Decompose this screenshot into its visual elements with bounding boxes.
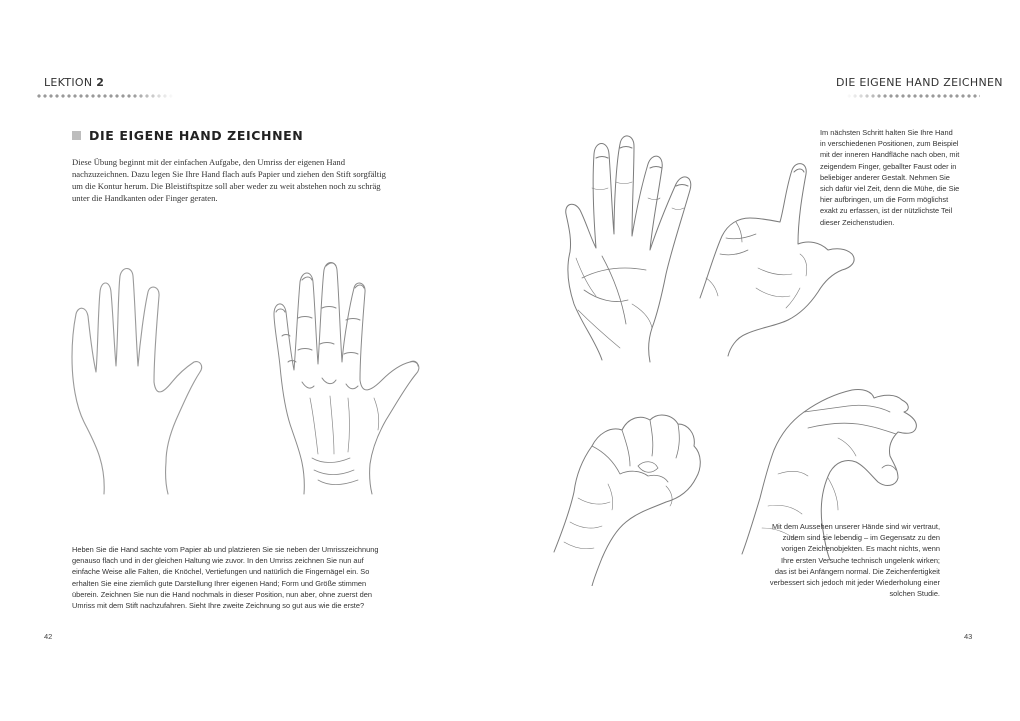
hand-outline-sketch	[64, 262, 254, 502]
left-page-number: 42	[44, 632, 53, 641]
right-page-number: 43	[964, 632, 973, 641]
right-bottom-paragraph: Mit dem Aussehen unserer Hände sind wir vertraut, zudem sind sie lebendig – im Gegensatz zu den vorigen Zeichenobjekten. Es macht nichts, wenn Ihre ersten Versuche technisch ungelenk wirken; das ist bei Anfängern normal. Die Zeichenfertigkeit verbessert sich jedoch mit jeder Wiederholung einer solchen Studie.	[769, 522, 940, 599]
left-running-header	[44, 76, 104, 89]
header-dot-rule-left	[36, 93, 174, 99]
left-bottom-paragraph: Heben Sie die Hand sachte vom Papier ab und platzieren Sie sie neben der Umrisszeichnung genauso flach und in der gleichen Haltung wie zuvor. In den Umriss zeichnen Sie nun auf einfache Weise alle Falten, die Knöchel, Vertiefungen und natürlich die Fingernägel ein. So erhalten Sie eine ziemlich gute Darstellung Ihrer eigenen Hand; Form und Größe stimmen überein. Zeichnen Sie nun die Hand nochmals in dieser Position, nun aber, ohne zuerst den Umriss mit dem Stift nachzufahren. Sieht Ihre zweite Zeichnung so gut aus wie die erste?	[72, 545, 379, 611]
lesson-label: LEKTION	[44, 76, 93, 89]
hand-detailed-sketch	[262, 258, 458, 502]
section-title	[72, 128, 303, 143]
section-title-text: DIE EIGENE HAND ZEICHNEN	[89, 128, 304, 143]
hand-fist-sketch	[548, 402, 708, 586]
hand-palm-up-sketch	[562, 128, 706, 368]
lesson-number: 2	[96, 76, 105, 89]
right-top-paragraph: Im nächsten Schritt halten Sie Ihre Hand in verschiedenen Positionen, zum Beispiel mit der inneren Handfläche nach oben, mit zeigendem Finger, geballter Faust oder in beliebiger anderer Gestalt. Nehmen Sie sich dafür viel Zeit, denn die Mühe, die Sie hier aufbringen, um die Form möglichst exakt zu erfassen, ist der nützlichste Teil dieser Zeichenstudien.	[820, 128, 960, 227]
right-running-header: DIE EIGENE HAND ZEICHNEN	[836, 76, 1003, 89]
header-dot-rule-right	[846, 93, 980, 99]
title-square-icon	[72, 131, 81, 140]
intro-paragraph: Diese Übung beginnt mit der einfachen Aufgabe, den Umriss der eigenen Hand nachzuzeichnen. Dazu legen Sie Ihre Hand flach aufs Papier und ziehen den Stift sorgfältig um die Kontur herum. Die Bleistiftspitze soll aber weder zu weit abstehen noch zu schräg unter die Handkanten oder Finger geraten.	[72, 157, 386, 203]
